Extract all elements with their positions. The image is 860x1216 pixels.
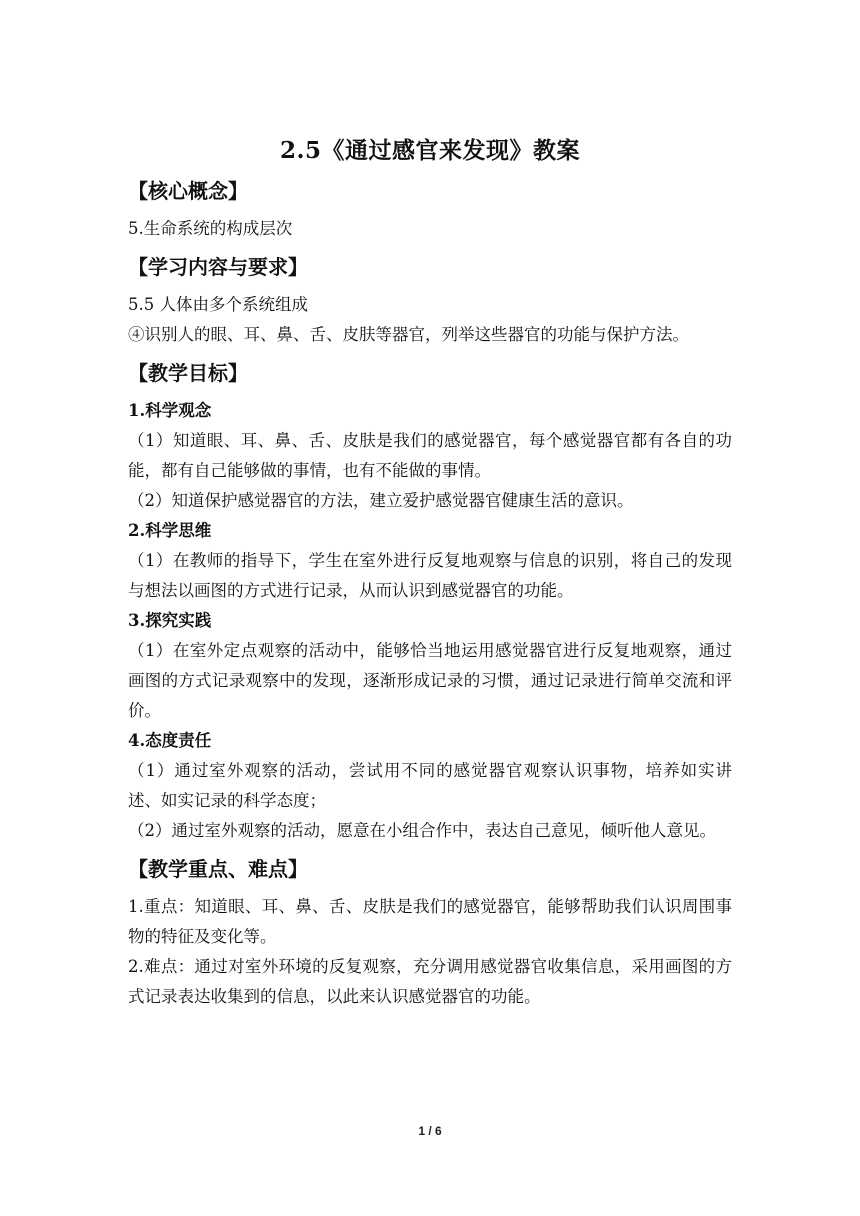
section-heading-core: 【核心概念】 bbox=[128, 179, 248, 203]
document-body bbox=[128, 172, 732, 1012]
page-number: 1 / 6 bbox=[418, 1124, 442, 1138]
goal-subheading-4: 4.态度责任 bbox=[128, 731, 212, 750]
goal-4-paragraph-2: （2）通过室外观察的活动，愿意在小组合作中，表达自己意见，倾听他人意见。 bbox=[128, 821, 716, 840]
goal-2-paragraph-1: （1）在教师的指导下，学生在室外进行反复地观察与信息的识别，将自己的发现与想法以画图的方式进行记录，从而认识到感觉器官的功能。 bbox=[128, 551, 732, 600]
section-heading-content: 【学习内容与要求】 bbox=[128, 255, 308, 279]
goal-4-paragraph-1: （1）通过室外观察的活动，尝试用不同的感觉器官观察认识事物，培养如实讲述、如实记录的科学态度； bbox=[128, 761, 732, 810]
goal-3-paragraph-1: （1）在室外定点观察的活动中，能够恰当地运用感觉器官进行反复地观察，通过画图的方式记录观察中的发现，逐渐形成记录的习惯，通过记录进行简单交流和评价。 bbox=[128, 641, 732, 720]
section-heading-goals: 【教学目标】 bbox=[128, 361, 248, 385]
content-line-2: ④识别人的眼、耳、鼻、舌、皮肤等器官，列举这些器官的功能与保护方法。 bbox=[128, 325, 689, 344]
document-title: 2.5《通过感官来发现》教案 bbox=[279, 137, 580, 164]
content-line-1: 5.5 人体由多个系统组成 bbox=[128, 295, 308, 314]
section-heading-keypoints: 【教学重点、难点】 bbox=[128, 857, 308, 881]
goal-subheading-2: 2.科学思维 bbox=[128, 521, 212, 540]
core-concept-line: 5.生命系统的构成层次 bbox=[128, 219, 293, 238]
goal-subheading-3: 3.探究实践 bbox=[128, 611, 212, 630]
goal-1-paragraph-2: （2）知道保护感觉器官的方法，建立爱护感觉器官健康生活的意识。 bbox=[128, 491, 634, 510]
keypoint-paragraph-2: 2.难点：通过对室外环境的反复观察，充分调用感觉器官收集信息，采用画图的方式记录表达收集到的信息，以此来认识感觉器官的功能。 bbox=[128, 957, 732, 1006]
goal-subheading-1: 1.科学观念 bbox=[128, 401, 212, 420]
keypoint-paragraph-1: 1.重点：知道眼、耳、鼻、舌、皮肤是我们的感觉器官，能够帮助我们认识周围事物的特征及变化等。 bbox=[128, 897, 732, 946]
goal-1-paragraph-1: （1）知道眼、耳、鼻、舌、皮肤是我们的感觉器官，每个感觉器官都有各自的功能，都有自己能够做的事情，也有不能做的事情。 bbox=[128, 431, 732, 480]
